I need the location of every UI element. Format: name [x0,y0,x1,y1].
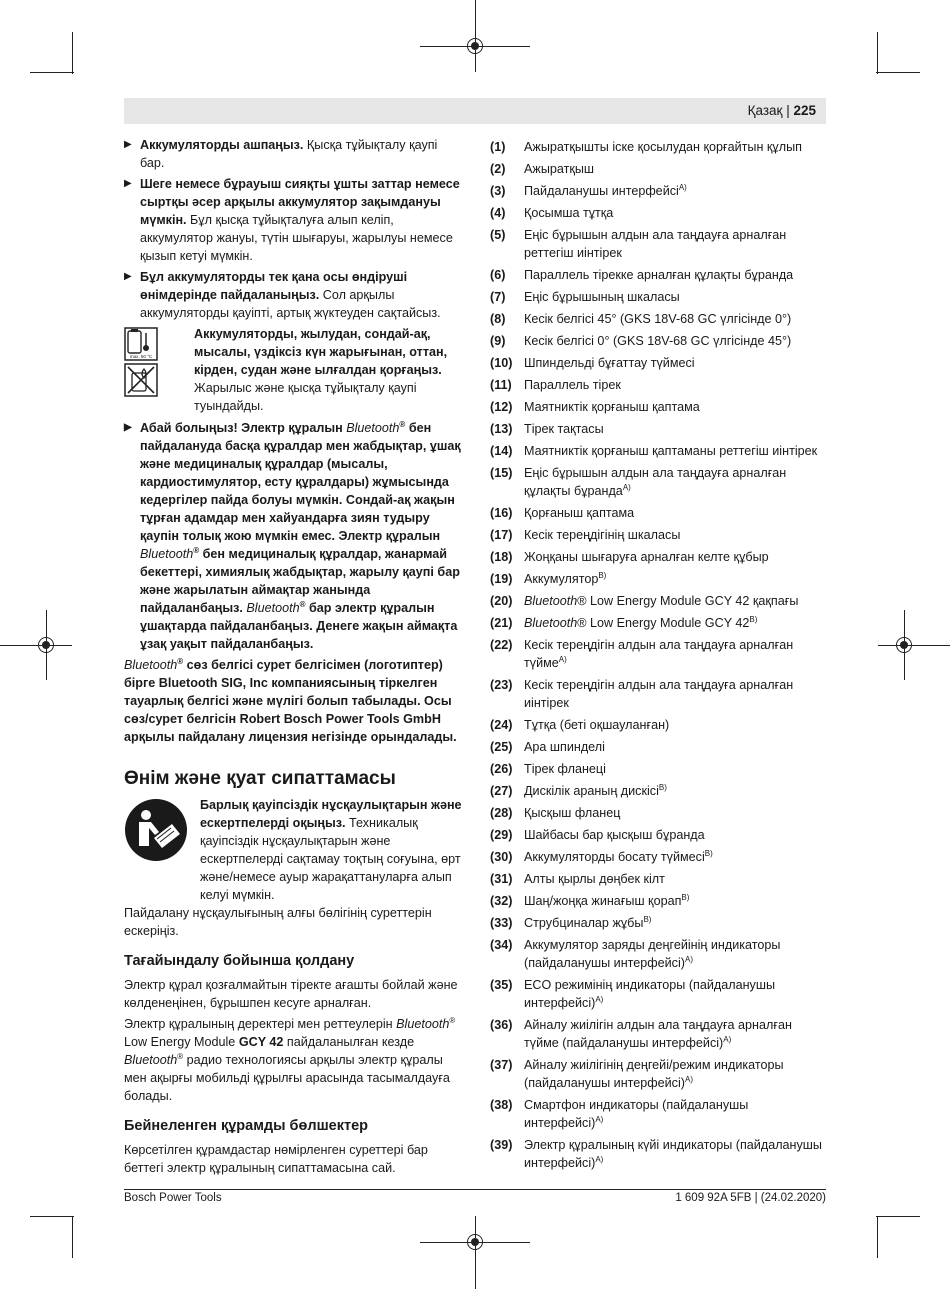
list-item [490,1056,826,1092]
item-number: (39) [490,1138,513,1152]
heat-warning-text: Жарылыс және қысқа тұйықталу қаупі туындайды. [194,381,417,413]
item-label: Маятниктік қорғаныш қаптама [524,400,700,414]
registered-mark: ® [177,656,184,666]
max-temperature-label: max. 50 °C [129,354,153,359]
section-title: Өнім және қуат сипаттамасы [124,768,396,789]
max-temperature-icon [124,327,158,361]
item-number: (34) [490,938,513,952]
item-number: (37) [490,1058,513,1072]
list-item [490,870,826,888]
list-item [490,526,826,544]
registration-line [475,0,476,72]
item-label: Параллель тірек [524,378,621,392]
item-number: (13) [490,422,513,436]
item-number: (11) [490,378,512,392]
list-item [490,376,826,394]
bluetooth-term: Bluetooth [124,658,178,672]
list-item [490,614,826,632]
item-label: Алты қырлы дөңбек кілт [524,872,665,886]
registered-mark: ® [177,1051,184,1061]
list-item [490,182,826,200]
item-label: Аккумуляторды босату түймесі [524,850,705,864]
item-footnote-mark: A) [595,994,604,1004]
item-footnote-mark: A) [558,654,567,664]
components-heading: Бейнеленген құрамды бөлшектер [124,1118,368,1134]
bullet-text: бар электр құралын ұшақтарда пайдаланбаңыз. Денеге жақын аймақта ұзақ уақыт пайдаланбаңыз. [140,601,458,651]
item-number: (8) [490,312,506,326]
item-footnote-mark: A) [723,1034,732,1044]
item-label: ® Low Energy Module GCY 42 қақпағы [577,594,799,608]
list-item [490,826,826,844]
components-list [490,138,826,1176]
item-number: (29) [490,828,513,842]
item-number: (24) [490,718,513,732]
bluetooth-term: Bluetooth [396,1017,450,1031]
item-number: (15) [490,466,513,480]
bullet-text: Қысқа тұйықталу қаупі бар. [140,138,438,170]
crop-mark [72,1216,73,1258]
safety-bullet [124,268,464,322]
header-language: Қазақ [747,103,783,118]
list-item [490,548,826,566]
item-label: ECO режимінің индикаторы (пайдаланушы интерфейсі) [524,978,776,1010]
list-item [490,936,826,972]
item-footnote-mark: B) [681,892,690,902]
crop-mark [877,32,878,74]
list-item [490,442,826,460]
list-item [490,1016,826,1052]
bluetooth-term: Bluetooth [524,616,578,630]
item-label: Еңіс бұрышының шкаласы [524,290,680,304]
item-label: Кесік тереңдігінің шкаласы [524,528,681,542]
item-footnote-mark: A) [684,1074,693,1084]
registered-mark: ® [399,419,406,429]
list-item [490,1096,826,1132]
item-number: (25) [490,740,513,754]
registration-line [0,645,72,646]
text-span: Low Energy Module [124,1035,239,1049]
item-label: Дискілік араның дискісі [524,784,659,798]
item-number: (14) [490,444,513,458]
list-item [490,160,826,178]
item-label: Аккумулятор [524,572,599,586]
list-item [490,226,826,262]
crop-mark [30,1216,74,1217]
item-label: Кесік тереңдігін алдын ала таңдауға арналған иінтірек [524,678,794,710]
crop-mark [876,1216,920,1217]
item-footnote-mark: A) [678,182,687,192]
trademark-note [124,656,464,746]
registration-mark-icon [467,1234,483,1250]
item-number: (6) [490,268,506,282]
item-label: Ажыратқышты іске қосылудан қорғайтын құлып [524,140,802,154]
item-label: Айналу жиілігін алдын ала таңдауға арналған түйме (пайдаланушы интерфейсі) [524,1018,792,1050]
registered-mark: ® [299,599,306,609]
list-item [490,914,826,932]
item-number: (7) [490,290,506,304]
page-number: 225 [793,103,816,118]
list-item [490,398,826,416]
left-column [124,136,464,1180]
item-number: (20) [490,594,513,608]
item-label: Шпиндельді бұғаттау түймесі [524,356,695,370]
item-number: (17) [490,528,513,542]
bullet-text: Бұл қысқа тұйықталуға алып келіп, аккумулятор жануы, түтін шығаруы, жарылуы немесе қызып кетуі мүмкін. [140,213,453,263]
bullet-bold-text: Бұл аккумуляторды тек қана осы өндіруші өнімдерінде пайдаланыңыз. [140,270,408,302]
item-number: (12) [490,400,513,414]
item-number: (5) [490,228,506,242]
text-span: радио технологиясы арқылы электр құралы мен ақырғы мобильді құрылғы арасында тасымалдауға болады. [124,1053,450,1103]
item-number: (38) [490,1098,513,1112]
list-item [490,760,826,778]
item-label: Смартфон индикаторы (пайдаланушы интерфейсі) [524,1098,749,1130]
item-label: Пайдаланушы интерфейсі [524,184,679,198]
footer-doc-id: 1 609 92A 5FB | (24.02.2020) [675,1192,826,1204]
list-item [490,782,826,800]
item-label: Параллель тірекке арналған құлақты бұранда [524,268,794,282]
list-item [490,592,826,610]
list-item [490,310,826,328]
item-label: Шаң/жоңқа жинағыш қорап [524,894,682,908]
registration-mark-icon [38,637,54,653]
item-number: (27) [490,784,513,798]
bullet-bold-text: Шеге немесе бұрауыш сияқты ұшты заттар немесе сыртқы әсер арқылы аккумулятор зақымдануы мүмкін. [140,177,460,227]
intended-use-heading: Тағайындалу бойынша қолдану [124,953,355,969]
item-footnote-mark: A) [684,954,693,964]
registration-line [475,1216,476,1289]
footer-divider [124,1189,826,1190]
list-item [490,570,826,588]
item-number: (33) [490,916,513,930]
item-footnote-mark: A) [622,482,631,492]
bullet-bold-text: Аккумуляторды ашпаңыз. [140,138,304,152]
list-item [490,716,826,734]
list-item [490,636,826,672]
item-footnote-mark: B) [704,848,713,858]
registration-mark-icon [467,38,483,54]
item-number: (3) [490,184,506,198]
crop-mark [30,72,74,73]
item-label: Айналу жиілігінің деңгейі/режим индикаторы (пайдаланушы интерфейсі) [524,1058,784,1090]
registration-mark-icon [896,637,912,653]
item-number: (35) [490,978,513,992]
bluetooth-term: Bluetooth [346,421,400,435]
item-footnote-mark: B) [598,570,607,580]
item-number: (2) [490,162,506,176]
item-number: (19) [490,572,513,586]
list-item [490,976,826,1012]
item-number: (23) [490,678,513,692]
registered-mark: ® [193,545,200,555]
item-number: (22) [490,638,513,652]
item-number: (21) [490,616,513,630]
crop-mark [72,32,73,74]
item-label: Шайбасы бар қысқыш бұранда [524,828,705,842]
list-item [490,1136,826,1172]
item-label: Аккумулятор заряды деңгейінің индикаторы (пайдаланушы интерфейсі) [524,938,781,970]
item-label: Ара шпинделі [524,740,605,754]
item-label: ® Low Energy Module GCY 42 [577,616,750,630]
registration-line [878,645,950,646]
bluetooth-term: Bluetooth [140,547,194,561]
intended-use-text: Электр құрал қозғалмайтын тіректе ағашты бойлай және көлденеңінен, бұрышпен кесуге арналған. [124,978,458,1010]
item-label: Тірек фланеці [524,762,606,776]
fold-out-note: Пайдалану нұсқаулығының алғы бөлігінің суреттерін ескеріңіз. [124,906,432,938]
bluetooth-term: Bluetooth [242,601,300,615]
list-item [490,420,826,438]
item-label: Тұтқа (беті оқшауланған) [524,718,670,732]
item-number: (1) [490,140,506,154]
page-header [124,98,826,124]
item-number: (32) [490,894,513,908]
bluetooth-usage-text [124,1015,464,1105]
bluetooth-warning-bullet [124,419,464,653]
list-item [490,354,826,372]
list-item [490,138,826,156]
item-number: (30) [490,850,513,864]
crop-mark [877,1216,878,1258]
model-name: GCY 42 [238,1035,284,1049]
item-number: (36) [490,1018,513,1032]
trademark-text: сөз белгісі сурет белгісімен (логотиптер) бірге Bluetooth SIG, Inc компаниясының тіркелген тауарлық белгісі және мүлігі болып табылады. Осы сөз/сурет белгісін Robert Bosch Power Tools GmbH арқылы пайдалану лицензия негізінде орындалады. [124,658,457,744]
safety-bullet [124,175,464,265]
list-item [490,288,826,306]
list-item [490,804,826,822]
list-item [490,892,826,910]
crop-mark [876,72,920,73]
item-label: Маятниктік қорғаныш қаптаманы реттегіш иінтірек [524,444,818,458]
bullet-text: бен медициналық құралдар, жанармай бекеттері, химиялық жабдықтар, жарылу қаупі бар және жарылатын аймақтар жанында пайдаланбаңыз. [140,547,460,615]
item-label: Электр құралының күйі индикаторы (пайдаланушы интерфейсі) [524,1138,822,1170]
item-number: (31) [490,872,513,886]
item-label: Жоңқаны шығаруға арналған келте құбыр [524,550,769,564]
item-label: Еңіс бұрышын алдын ала таңдауға арналған құлақты бұранда [524,466,787,498]
item-label: Қосымша тұтқа [524,206,614,220]
bluetooth-term: Bluetooth [124,1053,178,1067]
heat-warning-bold: Аккумуляторды, жылудан, сондай-ақ, мысалы, үздіксіз күн жарығынан, оттан, кірден, судан және ылғалдан қорғаңыз. [194,327,448,377]
item-number: (28) [490,806,513,820]
list-item [490,266,826,284]
item-number: (10) [490,356,513,370]
list-item [490,204,826,222]
read-warning-text: Техникалық қауіпсіздік нұсқаулықтарын және ескертпелерді сақтамау тоқтың соғуына, өрт және/немесе ауыр жарақаттануларға алып келуі мүмкін. [200,816,461,902]
read-warning-bold: Барлық қауіпсіздік нұсқаулықтарын және ескертпелерді оқыңыз. [200,798,462,830]
text-span: пайдаланылған кезде [283,1035,415,1049]
item-number: (9) [490,334,506,348]
item-number: (26) [490,762,513,776]
item-number: (4) [490,206,506,220]
item-footnote-mark: A) [595,1114,604,1124]
item-label: Кесік белгісі 0° (GKS 18V-68 GC үлгісінде 45°) [524,334,792,348]
item-label: Қорғаныш қаптама [524,506,635,520]
read-manual-icon [124,798,188,862]
text-span: Электр құралының деректері мен реттеулерін [124,1017,397,1031]
item-label: Кесік белгісі 45° (GKS 18V-68 GC үлгісінде 0°) [524,312,792,326]
list-item [490,464,826,500]
list-item [490,504,826,522]
registered-mark: ® [449,1015,456,1025]
no-water-fire-icon [124,363,158,397]
item-footnote-mark: B) [749,614,758,624]
read-instructions-block [124,796,464,904]
item-footnote-mark: B) [643,914,652,924]
item-footnote-mark: A) [595,1154,604,1164]
item-label: Ажыратқыш [524,162,595,176]
list-item [490,332,826,350]
safety-bullet [124,136,464,172]
footer-brand: Bosch Power Tools [124,1192,222,1204]
item-label: Струбциналар жұбы [524,916,644,930]
heat-warning-block [124,325,464,415]
item-number: (16) [490,506,513,520]
item-label: Қысқыш фланец [524,806,621,820]
item-label: Кесік тереңдігін алдын ала таңдауға арналған түйме [524,638,794,670]
list-item [490,676,826,712]
item-label: Еңіс бұрышын алдын ала таңдауға арналған реттегіш иінтірек [524,228,787,260]
list-item [490,848,826,866]
bullet-text: бен пайдалануда басқа құралдар мен жабдықтар, ұшақ және медициналық құралдар (мысалы, кардиостимулятор, есту құралдары) жұмысында кедергілер пайда болуы мүмкін. Сондай-ақ жақын тұрған адамдар мен хайуандарға зиян тудыру қаупін толық жою мүмкін емес. Электр құралын [140,421,461,543]
list-item [490,738,826,756]
item-number: (18) [490,550,513,564]
components-text: Көрсетілген құрамдастар нөмірленген суреттері бар беттегі электр құралының сипаттамасына сай. [124,1143,428,1175]
bullet-text: Абай болыңыз! Электр құралын [140,421,347,435]
header-text: Қазақ | 225 [747,103,816,118]
bluetooth-term: Bluetooth [524,594,578,608]
bullet-text: Сол арқылы аккумуляторды қауіпті, артық жүктеуден сақтайсыз. [140,288,441,320]
item-footnote-mark: B) [658,782,667,792]
item-label: Тірек тақтасы [524,422,604,436]
